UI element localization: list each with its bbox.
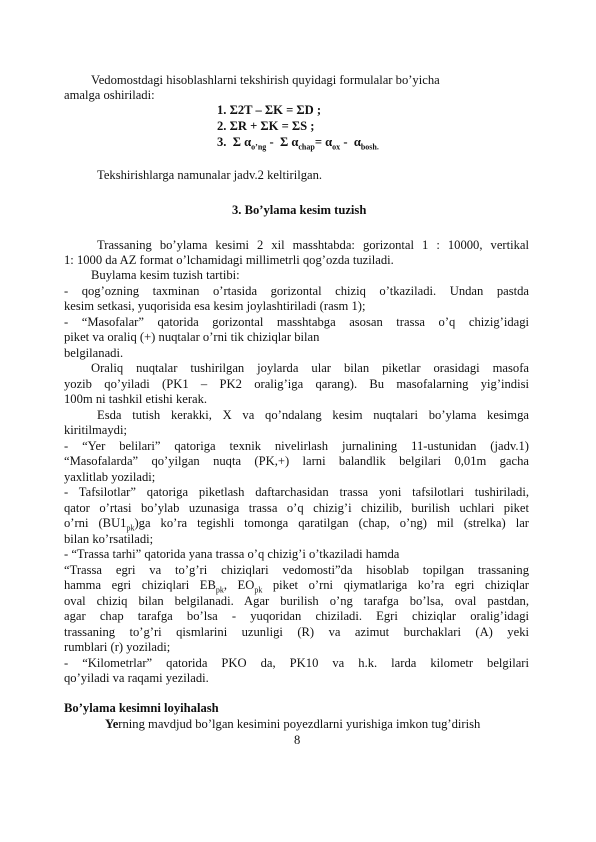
body-line: Buylama kesim tuzish tartibi: [91, 268, 240, 282]
body-line: belgilanadi. [64, 346, 124, 360]
body-line: bilan ko’rsatiladi; [64, 532, 154, 546]
formula-3: 3. Σ $\alpha_{o’ng}$ - Σ $\alpha_{chap}= \alpha_{ox} - \alpha_{bosh.}$ [217, 135, 379, 152]
section-heading: 3. Bo’ylama kesim tuzish [232, 203, 367, 217]
formula-2: 2. ΣR + ΣK = ΣS ; [217, 119, 315, 133]
body-line: trassaning to’g’ri qismlarini uzunligi (R) va azimut burchaklari (A) yeki [64, 625, 529, 639]
body-line-bu1: o’rni $(BU1_{pk})ga$ ko’ra tegishli tomonga qaratilgan (chap, o’ng) mil (strelka) lar [64, 516, 529, 533]
body-line: - “Trassa tarhi” qatorida yana trassa o’q chizig’i o’tkaziladi hamda [64, 547, 400, 561]
check-note: Tekshirishlarga namunalar jadv.2 keltirilgan. [97, 168, 323, 182]
body-line: “Masofalarda” qo’yilgan nuqta (PK,+) larni balandlik belgilari 0,01m gacha [64, 454, 529, 468]
page-number: 8 [294, 733, 301, 747]
body-line: rumblari (r) yoziladi; [64, 640, 171, 654]
body-line: qator o’rtasi bo’ylab uzunasiga trassa o’q chizig’i chizilib, burilish uchlari piket [64, 501, 529, 515]
body-line: 100m ni tashkil etishi kerak. [64, 392, 208, 406]
last-line: Yerning mavdjud bo’lgan kesimini poyezdlarni yurishiga imkon tug’dirish [105, 717, 481, 731]
body-line: 1: 1000 da AZ format o’lchamidagi millimetrli qog’ozda tuziladi. [64, 253, 394, 267]
subheading: Bo’ylama kesimni loyihalash [64, 701, 219, 715]
body-line: agar chap tarafga bo’lsa - yuqoridan chiziladi. Egri chiziqlar oralig’idagi [64, 609, 529, 623]
body-line: Trassaning bo’ylama kesimi 2 xil masshtabda: gorizontal 1 : 10000, vertikal [97, 238, 529, 252]
body-line: - “Kilometrlar” qatorida PKO da, PK10 va h.k. larda kilometr belgilari [64, 656, 529, 670]
body-line: yozib qo’yiladi (PK1 – PK2 oralig’iga qarang). Bu masofalarning yig’indisi [64, 377, 529, 391]
body-line: qo’yiladi va raqami yeziladi. [64, 671, 209, 685]
body-line: oval chiziq bilan belgilanadi. Agar burilish o’ng tarafga bo’lsa, oval pastdan, [64, 594, 529, 608]
body-line: kiritilmaydi; [64, 423, 127, 437]
body-line-eb: hamma egri chiziqlari $EB_{pk}$, $EO_{pk}$ piket o’rni qiymatlariga ko’ra egri chiziqlar [64, 578, 529, 595]
body-line: yaxlitlab yoziladi; [64, 470, 156, 484]
body-line: piket va oraliq (+) nuqtalar o’rni tik chiziqlar bilan [64, 330, 320, 344]
body-line: - “Masofalar” qatorida gorizontal masshtabga asosan trassa o’q chizig’idagi [64, 315, 529, 329]
intro-line-2: amalga oshiriladi: [64, 88, 155, 102]
body-line: - Tafsilotlar” qatoriga piketlash daftarchasidan trassa yoni tafsilotlari tushiriladi, [64, 485, 529, 499]
body-line: - “Yer belilari” qatoriga texnik nivelirlash jurnalining 11-ustunidan (jadv.1) [64, 439, 529, 453]
body-line: Oraliq nuqtalar tushirilgan joylarda ular bilan piketlar orasidagi masofa [91, 361, 529, 375]
body-line: “Trassa egri va to’g’ri chiziqlari vedomosti”da hisoblab topilgan trassaning [64, 563, 529, 577]
body-line: kesim setkasi, yuqorisida esa kesim joylashtiriladi (rasm 1); [64, 299, 366, 313]
intro-line-1: Vedomostdagi hisoblashlarni tekshirish quyidagi formulalar bo’yicha [91, 73, 440, 87]
body-line: Esda tutish kerakki, X va qo’ndalang kesim nuqtalari bo’ylama kesimga [97, 408, 529, 422]
body-line: - qog’ozning taxminan o’rtasida gorizontal chiziq o’tkaziladi. Undan pastda [64, 284, 529, 298]
formula-1: 1. Σ2T – ΣK = ΣD ; [217, 103, 322, 117]
